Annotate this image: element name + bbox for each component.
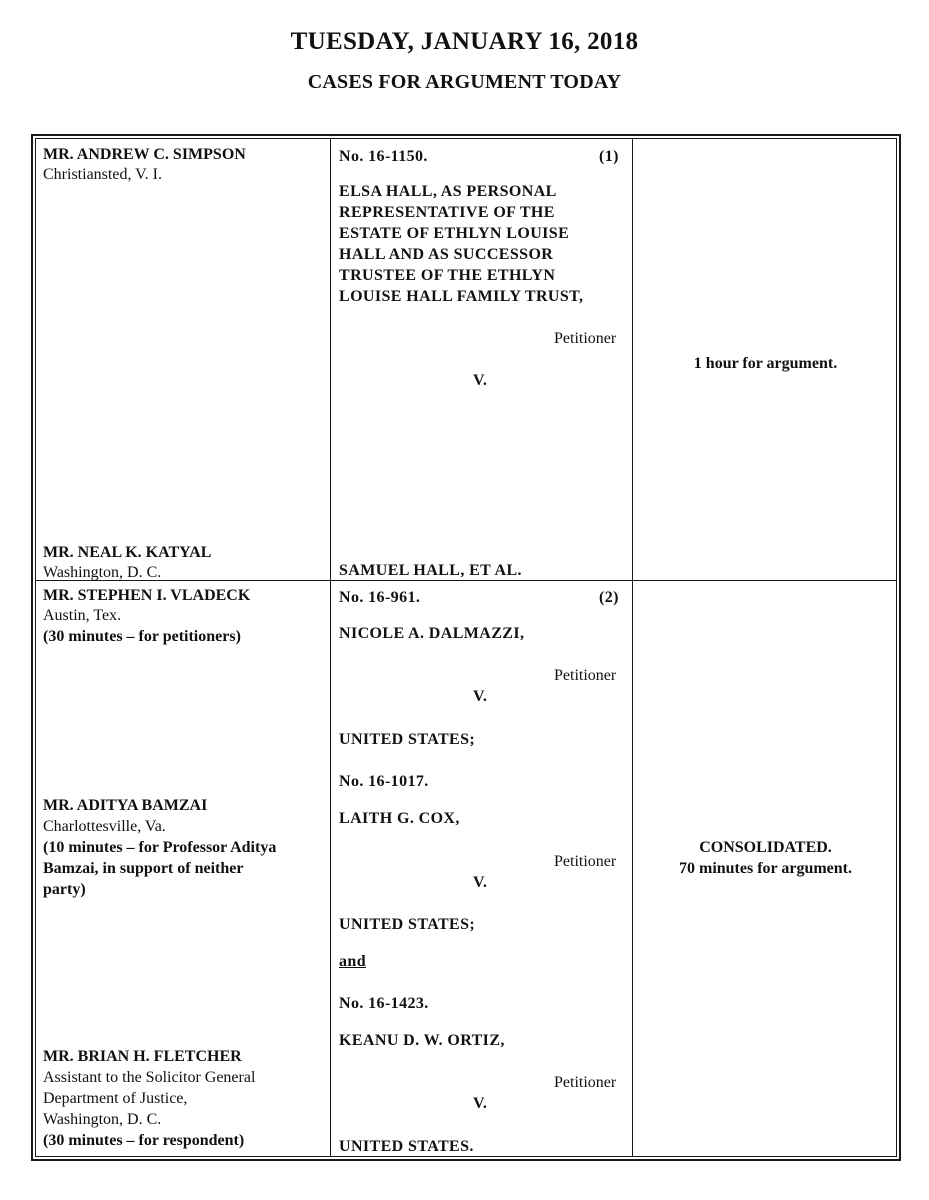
page-subtitle: CASES FOR ARGUMENT TODAY [307, 71, 622, 93]
counsel-note: Bamzai, in support of neither [43, 860, 244, 877]
respondent: UNITED STATES; [339, 916, 476, 933]
petitioner-role: Petitioner [554, 667, 617, 684]
petitioner-line: ESTATE OF ETHLYN LOUISE [339, 225, 570, 242]
respondent: UNITED STATES; [339, 731, 476, 748]
counsel-location: Washington, D. C. [43, 564, 162, 581]
counsel-location: Charlottesville, Va. [43, 818, 166, 835]
counsel-note: party) [43, 881, 86, 898]
versus: V. [473, 1095, 488, 1112]
page-title: TUESDAY, JANUARY 16, 2018 [290, 28, 639, 55]
argument-time: 70 minutes for argument. [678, 860, 853, 877]
docket-number: No. 16-1017. [339, 773, 429, 790]
column-divider-2 [632, 138, 633, 1157]
docket-number: No. 16-1150. [339, 148, 428, 165]
petitioner-line: KEANU D. W. ORTIZ, [339, 1032, 505, 1049]
docket-number: No. 16-1423. [339, 995, 429, 1012]
petitioner-role: Petitioner [554, 853, 617, 870]
docket-number: No. 16-961. [339, 589, 421, 606]
versus: V. [473, 874, 488, 891]
conjunction: and [339, 953, 366, 970]
petitioner-line: ELSA HALL, AS PERSONAL [339, 183, 557, 200]
petitioner-line: REPRESENTATIVE OF THE [339, 204, 555, 221]
petitioner-line: LAITH G. COX, [339, 810, 460, 827]
argument-time: 1 hour for argument. [693, 355, 838, 372]
petitioner-line: TRUSTEE OF THE ETHLYN [339, 267, 556, 284]
counsel-location: Assistant to the Solicitor General [43, 1069, 256, 1086]
petitioner-line: LOUISE HALL FAMILY TRUST, [339, 288, 584, 305]
counsel-location: Department of Justice, [43, 1090, 188, 1107]
counsel-note: (30 minutes – for petitioners) [43, 628, 241, 645]
counsel-location: Washington, D. C. [43, 1111, 162, 1128]
petitioner-line: HALL AND AS SUCCESSOR [339, 246, 554, 263]
petitioner-line: NICOLE A. DALMAZZI, [339, 625, 525, 642]
counsel-name: MR. NEAL K. KATYAL [43, 544, 212, 561]
case-order: (2) [599, 589, 619, 606]
counsel-name: MR. STEPHEN I. VLADECK [43, 587, 251, 604]
petitioner-role: Petitioner [554, 1074, 617, 1091]
counsel-location: Christiansted, V. I. [43, 166, 162, 183]
consolidated-status: CONSOLIDATED. [699, 839, 832, 856]
counsel-location: Austin, Tex. [43, 607, 122, 624]
counsel-note: (10 minutes – for Professor Aditya [43, 839, 277, 856]
counsel-name: MR. ADITYA BAMZAI [43, 797, 208, 814]
column-divider-1 [330, 138, 331, 1157]
counsel-note: (30 minutes – for respondent) [43, 1132, 245, 1149]
respondent: SAMUEL HALL, ET AL. [339, 562, 522, 579]
case-order: (1) [599, 148, 619, 165]
versus: V. [473, 688, 488, 705]
counsel-name: MR. BRIAN H. FLETCHER [43, 1048, 242, 1065]
counsel-name: MR. ANDREW C. SIMPSON [43, 146, 246, 163]
versus: V. [473, 372, 488, 389]
respondent: UNITED STATES. [339, 1138, 474, 1155]
petitioner-role: Petitioner [554, 330, 617, 347]
